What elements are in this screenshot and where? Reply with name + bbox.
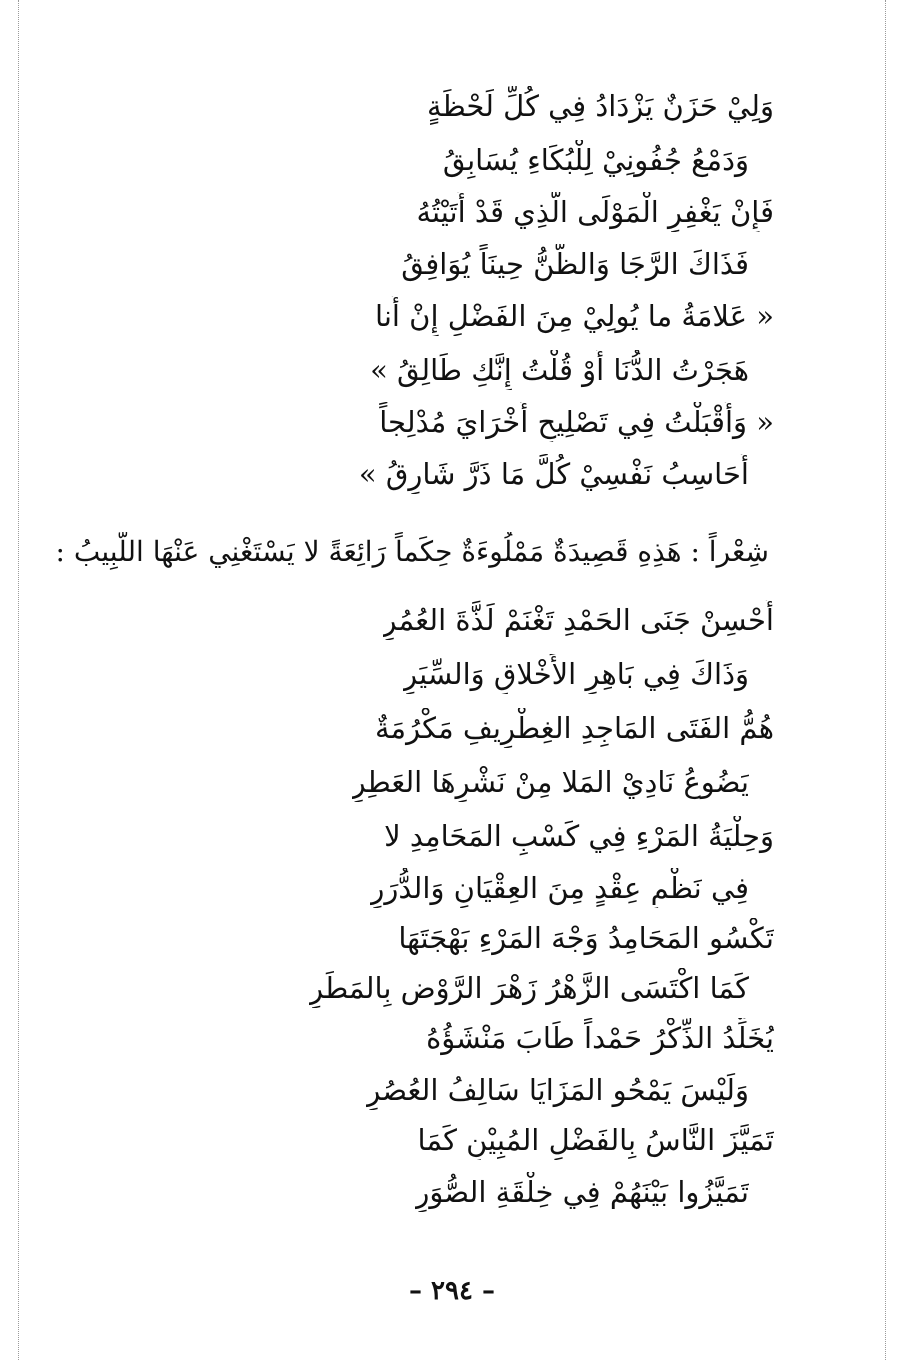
poem2-line-4: يَضُوعُ نَادِيْ المَلا مِنْ نَشْرِهَا العَطِرِ [351, 765, 749, 799]
poem1-line-3: فَإِنْ يَغْفِرِ الْمَوْلَى الَّذِي قَدْ أَتَيْتُهُ [416, 195, 774, 229]
poem1-line-8: أُحَاسِبُ نَفْسِيْ كُلَّ مَا ذَرَّ شَارِقُ » [358, 457, 749, 491]
poem1-line-5: « عَلامَةُ ما يُولِيْ مِنَ الفَضْلِ إِنْ أَنا [375, 299, 774, 333]
poem1-line-2: وَدَمْعُ جُفُونِيْ لِلْبُكَاءِ يُسَابِقُ [442, 143, 749, 177]
poem2-line-7: تَكْسُو المَحَامِدُ وَجْهَ المَرْءِ بَهْجَتَهَا [398, 921, 774, 955]
page-number: – ٢٩٤ – [408, 1276, 496, 1306]
poem1-line-7: « وَأَقْبَلْتُ فِي تَصْلِيحِ أُخْرَايَ مُدْلِجاً [379, 405, 774, 439]
poem2-line-12: تَمَيَّزُوا بَيْنَهُمْ فِي خِلْقَةِ الصُّوَرِ [415, 1175, 749, 1209]
poem1-line-1: وَلِيْ حَزَنٌ يَزْدَادُ فِي كُلِّ لَحْظَةٍ [427, 89, 774, 123]
poem2-line-10: وَلَيْسَ يَمْحُو المَزَايَا سَالِفُ العُصُرِ [366, 1073, 749, 1107]
poem2-line-6: فِي نَظْمِ عِقْدٍ مِنَ العِقْيَانِ وَالدُّرَرِ [370, 871, 749, 905]
poem2-line-3: هُمُّ الفَتَى المَاجِدِ الغِطْرِيفِ مَكْرُمَةٌ [375, 711, 774, 745]
poem2-line-5: وَحِلْيَةُ المَرْءِ فِي كَسْبِ المَحَامِدِ لا [384, 819, 774, 853]
poem2-line-2: وَذَاكَ فِي بَاهِرِ الأَخْلاقِ وَالسِّيَرِ [403, 657, 749, 691]
poem1-line-6: هَجَرْتُ الدُّنَا أَوْ قُلْتُ إِنَّكِ طَالِقُ » [370, 353, 749, 387]
poem2-line-9: يُخَلِّدُ الذِّكْرُ حَمْداً طَابَ مَنْشَؤُهُ [426, 1021, 774, 1055]
intro-line: شِعْراً : هَذِهِ قَصِيدَةٌ مَمْلُوءَةٌ حِكَماً رَائِعَةً لا يَسْتَغْنِي عَنْهَا اللَّبِيبُ : [55, 535, 769, 568]
poem1-line-4: فَذَاكَ الرَّجَا وَالظَّنُّ حِينَاً يُوَافِقُ [401, 247, 749, 281]
poem2-line-1: أَحْسِنْ جَنَى الحَمْدِ تَغْنَمْ لَذَّةَ العُمُرِ [382, 603, 774, 637]
left-margin-dotted-line [18, 0, 19, 1360]
poem2-line-11: تَمَيَّزَ النَّاسُ بِالفَضْلِ المُبِيْنِ كَمَا [417, 1123, 774, 1157]
right-margin-dotted-line [885, 0, 886, 1360]
poem2-line-8: كَمَا اكْتَسَى الزَّهْرُ زَهْرَ الرَّوْضِ بِالمَطَرِ [309, 971, 749, 1005]
